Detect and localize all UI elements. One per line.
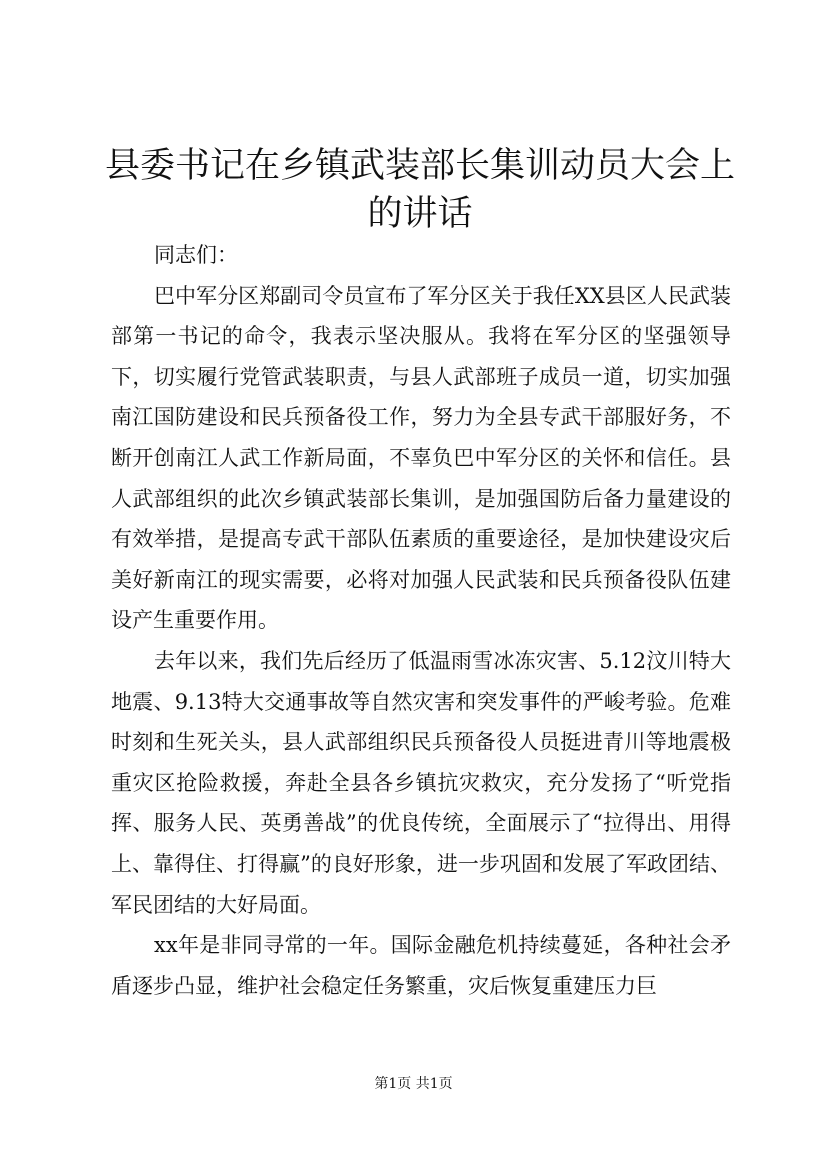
- page-number-footer: 第1页 共1页: [374, 1076, 453, 1092]
- paragraph-2: 去年以来，我们先后经历了低温雨雪冰冻灾害、5.12汶川特大地震、9.13特大交通事故等自然灾害和突发事件的严峻考验。危难时刻和生死关头，县人武部组织民兵预备役人员挺进青川等地震极重灾区抢险救援，奔赴全县各乡镇抗灾救灾，充分发扬了“听党指挥、服务人民、英勇善战”的优良传统，全面展示了“拉得出、用得上、靠得住、打得赢”的良好形象，进一步巩固和发展了军政团结、军民团结的大好局面。: [111, 648, 731, 917]
- document-body: [111, 235, 731, 1006]
- paragraph-1: 巴中军分区郑副司令员宣布了军分区关于我任XX县区人民武装部第一书记的命令，我表示坚决服从。我将在军分区的坚强领导下，切实履行党管武装职责，与县人武部班子成员一道，切实加强南江国防建设和民兵预备役工作，努力为全县专武干部服好务，不断开创南江人武工作新局面，不辜负巴中军分区的关怀和信任。县人武部组织的此次乡镇武装部长集训，是加强国防后备力量建设的有效举措，是提高专武干部队伍素质的重要途径，是加快建设灾后美好新南江的现实需要，必将对加强人民武装和民兵预备役队伍建设产生重要作用。: [111, 283, 731, 633]
- paragraph-salutation: 同志们：: [154, 243, 238, 267]
- document-title: 县委书记在乡镇武装部长集训动员大会上的讲话: [104, 146, 735, 234]
- paragraph-3: xx年是非同寻常的一年。国际金融危机持续蔓延，各种社会矛盾逐步凸显，维护社会稳定任务繁重，灾后恢复重建压力巨: [111, 933, 731, 998]
